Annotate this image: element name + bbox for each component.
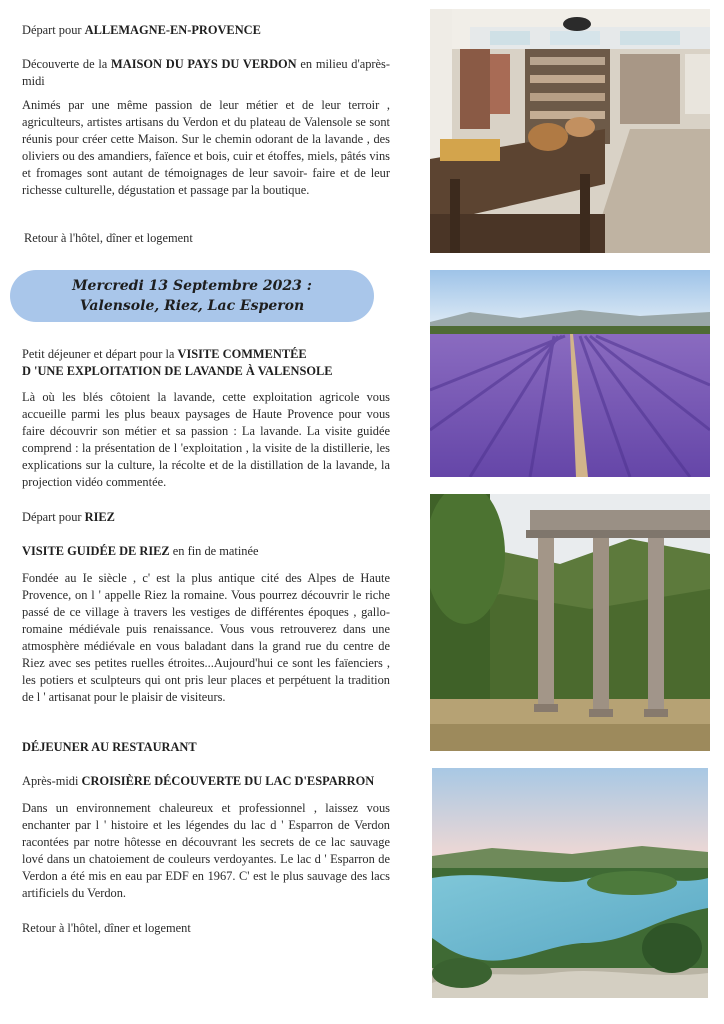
maison-description: Animés par une même passion de leur métier et de leur terroir , agriculteurs, artistes artisans du Verdon et du plateau de Valensole se sont réunis pour créer cette Maison. Sur le chemin odorant de la lavande , des oliviers ou des amandiers, faïence et bois, cuir et étoffes, miels, pâtés vins et fromages sont autant de témoignages de leur savoir- faire et de leur richesse culturelle, dégustation et passage par la boutique. bbox=[22, 98, 390, 197]
roman-columns-photo bbox=[430, 494, 710, 751]
riez-visite-heading: VISITE GUIDÉE DE RIEZ en fin de matinée bbox=[22, 544, 259, 558]
lavande-heading: Petit déjeuner et départ pour la VISITE COMMENTÉE D 'UNE EXPLOITATION DE LAVANDE À VALENSOLE bbox=[22, 347, 333, 378]
shop-interior-photo bbox=[430, 9, 710, 253]
retour-hotel-1: Retour à l'hôtel, dîner et logement bbox=[24, 231, 193, 245]
day-title-line1: Mercredi 13 Septembre 2023 : bbox=[72, 278, 312, 294]
retour-hotel-2: Retour à l'hôtel, dîner et logement bbox=[22, 921, 191, 935]
riez-description: Fondée au Ie siècle , c' est la plus antique cité des Alpes de Haute Provence, on l ' appelle Riez la romaine. Vous pourrez découvrir le riche passé de ce village à travers les vestiges de différentes époques , gallo-romaine médiévale puis renaissance. Vous vous retrouverez dans une atmosphère médiévale en vous baladant dans la grand rue du centre de Riez avec ses petites ruelles étroites...Aujourd'hui ce sont les faïenciers , les potiers et sculpteurs qui ont pris leur places et perpétuent la tradition de l ' artisanat pour le plaisir de visiteurs. bbox=[22, 571, 390, 704]
lavender-field-photo bbox=[430, 270, 710, 477]
departure-allemagne: Départ pour ALLEMAGNE-EN-PROVENCE bbox=[22, 23, 261, 37]
maison-heading: Découverte de la MAISON DU PAYS DU VERDON en milieu d'après-midi bbox=[22, 57, 390, 88]
dejeuner-heading: DÉJEUNER AU RESTAURANT bbox=[22, 740, 197, 754]
day-title-line2: Valensole, Riez, Lac Esperon bbox=[79, 298, 305, 314]
croisiere-heading: Après-midi CROISIÈRE DÉCOUVERTE DU LAC D'ESPARRON bbox=[22, 774, 375, 788]
lake-esparron-photo bbox=[432, 768, 708, 998]
day-title-banner bbox=[10, 270, 374, 322]
croisiere-description: Dans un environnement chaleureux et professionnel , laissez vous enchanter par l ' histoire et les légendes du lac d ' Esparron de Verdon racontées par notre hôtesse en découvrant les secrets de ce lac sauvage lové dans un chatoiement de couleurs verdoyantes. Le lac d ' Esparron de Verdon a été mis en eau par EDF en 1967. C' est le plus sauvage des lacs artificiels du Verdon. bbox=[22, 801, 390, 900]
departure-riez: Départ pour RIEZ bbox=[22, 510, 115, 524]
lavande-description: Là où les blés côtoient la lavande, cette exploitation agricole vous accueille parmi les plus beaux paysages de Haute Provence pour vous faire découvrir son métier et sa passion : La lavande. La visite guidée comprend : la présentation de l 'exploitation , la visite de la distillerie, les explications sur la culture, la récolte et de la distillation de la lavande, la projection vidéo commentée. bbox=[22, 390, 390, 489]
